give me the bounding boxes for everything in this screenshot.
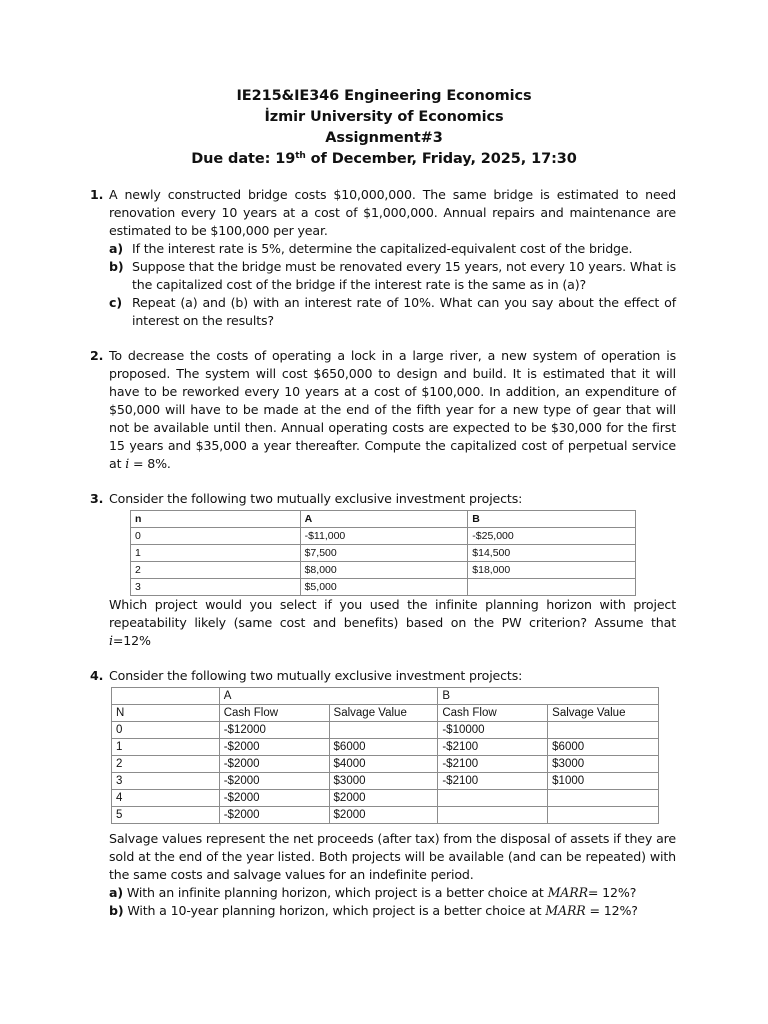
table-cell: 3 bbox=[131, 579, 301, 596]
part-label: a) bbox=[109, 885, 123, 900]
header-cell: Cash Flow bbox=[438, 705, 548, 722]
question-number: 4. bbox=[90, 668, 104, 683]
table-header-row bbox=[112, 705, 659, 722]
group-header-b: B bbox=[438, 688, 659, 705]
due-date-prefix: Due date: 19 bbox=[191, 151, 296, 167]
question-text: Consider the following two mutually exclusive investment projects: bbox=[109, 491, 523, 506]
table-cell: $14,500 bbox=[468, 545, 636, 562]
table-cell: $2000 bbox=[329, 807, 438, 824]
question-part bbox=[109, 258, 676, 294]
table-cell: -$25,000 bbox=[468, 528, 636, 545]
part-label: b) bbox=[109, 259, 124, 274]
header-cell bbox=[112, 688, 220, 705]
q4-prompt bbox=[109, 830, 676, 920]
interest-variable: i bbox=[125, 456, 130, 471]
table-cell: 5 bbox=[112, 807, 220, 824]
table-cell bbox=[329, 722, 438, 739]
question-text: Consider the following two mutually exclusive investment projects: bbox=[109, 668, 523, 683]
question-part bbox=[109, 294, 676, 330]
table-cell bbox=[548, 790, 659, 807]
table-cell: -$10000 bbox=[438, 722, 548, 739]
part-text: With an infinite planning horizon, which project is a better choice at bbox=[122, 885, 548, 900]
header-cell: n bbox=[131, 511, 301, 528]
part-text-tail: = 12%? bbox=[585, 903, 638, 918]
table-cell bbox=[548, 807, 659, 824]
table-cell: -$2000 bbox=[219, 756, 329, 773]
header-cell: Salvage Value bbox=[548, 705, 659, 722]
due-date-sup: th bbox=[295, 151, 306, 161]
header-cell: Cash Flow bbox=[219, 705, 329, 722]
part-text: Repeat (a) and (b) with an interest rate of 10%. What can you say about the effect of interest on the results? bbox=[132, 295, 676, 328]
table-header-row bbox=[131, 511, 636, 528]
question-part bbox=[109, 240, 676, 258]
q3-prompt-text: Which project would you select if you used the infinite planning horizon with project repeatability likely (same cost and benefits) based on the PW criterion? Assume that bbox=[109, 597, 676, 630]
question-number: 1. bbox=[90, 187, 104, 202]
question-2 bbox=[90, 347, 676, 473]
part-label: b) bbox=[109, 903, 124, 918]
table-cell bbox=[438, 790, 548, 807]
interest-variable: i bbox=[109, 633, 113, 648]
table-cell: -$11,000 bbox=[300, 528, 468, 545]
q4-prompt-text: Salvage values represent the net proceeds (after tax) from the disposal of assets if they are sold at the end of the year listed. Both projects will be available (and can be repeated) with the same costs and salvage values for an indefinite period. bbox=[109, 831, 676, 882]
table-cell: -$2000 bbox=[219, 773, 329, 790]
marr-variable: MARR bbox=[547, 885, 588, 900]
table-cell: 0 bbox=[131, 528, 301, 545]
question-4 bbox=[90, 667, 676, 685]
q4-cashflow-table bbox=[111, 687, 659, 824]
part-text: With a 10-year planning horizon, which project is a better choice at bbox=[123, 903, 546, 918]
marr-variable: MARR bbox=[545, 903, 586, 918]
part-label: c) bbox=[109, 295, 122, 310]
table-cell: $5,000 bbox=[300, 579, 468, 596]
question-text-tail: = 8%. bbox=[129, 456, 171, 471]
table-cell: $2000 bbox=[329, 790, 438, 807]
table-group-header-row bbox=[112, 688, 659, 705]
header-cell: Salvage Value bbox=[329, 705, 438, 722]
table-cell: $8,000 bbox=[300, 562, 468, 579]
q3-prompt-tail: =12% bbox=[112, 633, 151, 648]
question-text bbox=[109, 347, 676, 473]
table-row bbox=[112, 807, 659, 824]
table-cell: -$2100 bbox=[438, 739, 548, 756]
table-cell: -$2100 bbox=[438, 773, 548, 790]
table-cell: 2 bbox=[131, 562, 301, 579]
table-row bbox=[131, 545, 636, 562]
question-number: 2. bbox=[90, 348, 104, 363]
assignment-title: Assignment#3 bbox=[325, 130, 443, 146]
table-row bbox=[131, 562, 636, 579]
table-cell: $3000 bbox=[329, 773, 438, 790]
table-cell: $1000 bbox=[548, 773, 659, 790]
table-row bbox=[131, 528, 636, 545]
table-cell: 4 bbox=[112, 790, 220, 807]
table-row bbox=[112, 756, 659, 773]
q3-prompt bbox=[109, 596, 676, 650]
part-label: a) bbox=[109, 241, 123, 256]
table-cell: 1 bbox=[112, 739, 220, 756]
part-text: If the interest rate is 5%, determine the capitalized-equivalent cost of the bridge. bbox=[132, 241, 633, 256]
table-cell bbox=[468, 579, 636, 596]
university-name: İzmir University of Economics bbox=[264, 109, 504, 125]
due-date bbox=[0, 149, 768, 170]
header-cell: A bbox=[300, 511, 468, 528]
question-3 bbox=[90, 490, 676, 508]
group-header-a: A bbox=[219, 688, 438, 705]
due-date-suffix: of December, Friday, 2025, 17:30 bbox=[305, 151, 577, 167]
document-header bbox=[0, 86, 768, 170]
table-cell: -$2000 bbox=[219, 807, 329, 824]
table-cell: $6000 bbox=[548, 739, 659, 756]
table-row bbox=[112, 739, 659, 756]
question-text-main: To decrease the costs of operating a lock in a large river, a new system of operation is proposed. The system will cost $650,000 to design and build. It is estimated that it will have to be reworked every 10 years at a cost of $100,000. In addition, an expenditure of $50,000 will have to be made at the end of the fifth year for a new type of gear that will not be available until then. Annual operating costs are expected to be $30,000 for the first 15 years and $35,000 a year thereafter. Compute the capitalized cost of perpetual service at bbox=[109, 348, 676, 471]
table-cell: -$12000 bbox=[219, 722, 329, 739]
question-1 bbox=[90, 186, 676, 330]
table-cell: -$2000 bbox=[219, 739, 329, 756]
question-part bbox=[109, 902, 676, 920]
question-text: A newly constructed bridge costs $10,000,000. The same bridge is estimated to need renovation every 10 years at a cost of $1,000,000. Annual repairs and maintenance are estimated to be $100,000 per year. bbox=[109, 187, 676, 238]
table-cell: $7,500 bbox=[300, 545, 468, 562]
q3-cashflow-table bbox=[130, 510, 636, 596]
table-cell: -$2100 bbox=[438, 756, 548, 773]
table-row bbox=[112, 722, 659, 739]
table-row bbox=[131, 579, 636, 596]
header-cell: B bbox=[468, 511, 636, 528]
table-cell: $6000 bbox=[329, 739, 438, 756]
part-text: Suppose that the bridge must be renovated every 15 years, not every 10 years. What is the capitalized cost of the bridge if the interest rate is the same as in (a)? bbox=[132, 259, 676, 292]
question-part bbox=[109, 884, 676, 902]
table-cell bbox=[548, 722, 659, 739]
table-cell: $18,000 bbox=[468, 562, 636, 579]
table-cell: -$2000 bbox=[219, 790, 329, 807]
table-row bbox=[112, 790, 659, 807]
header-cell: N bbox=[112, 705, 220, 722]
table-cell: 3 bbox=[112, 773, 220, 790]
question-number: 3. bbox=[90, 491, 104, 506]
table-cell: $4000 bbox=[329, 756, 438, 773]
table-cell: $3000 bbox=[548, 756, 659, 773]
part-text-tail: = 12%? bbox=[587, 885, 637, 900]
table-cell bbox=[438, 807, 548, 824]
table-cell: 0 bbox=[112, 722, 220, 739]
table-cell: 1 bbox=[131, 545, 301, 562]
course-title: IE215&IE346 Engineering Economics bbox=[236, 88, 532, 104]
table-cell: 2 bbox=[112, 756, 220, 773]
table-row bbox=[112, 773, 659, 790]
